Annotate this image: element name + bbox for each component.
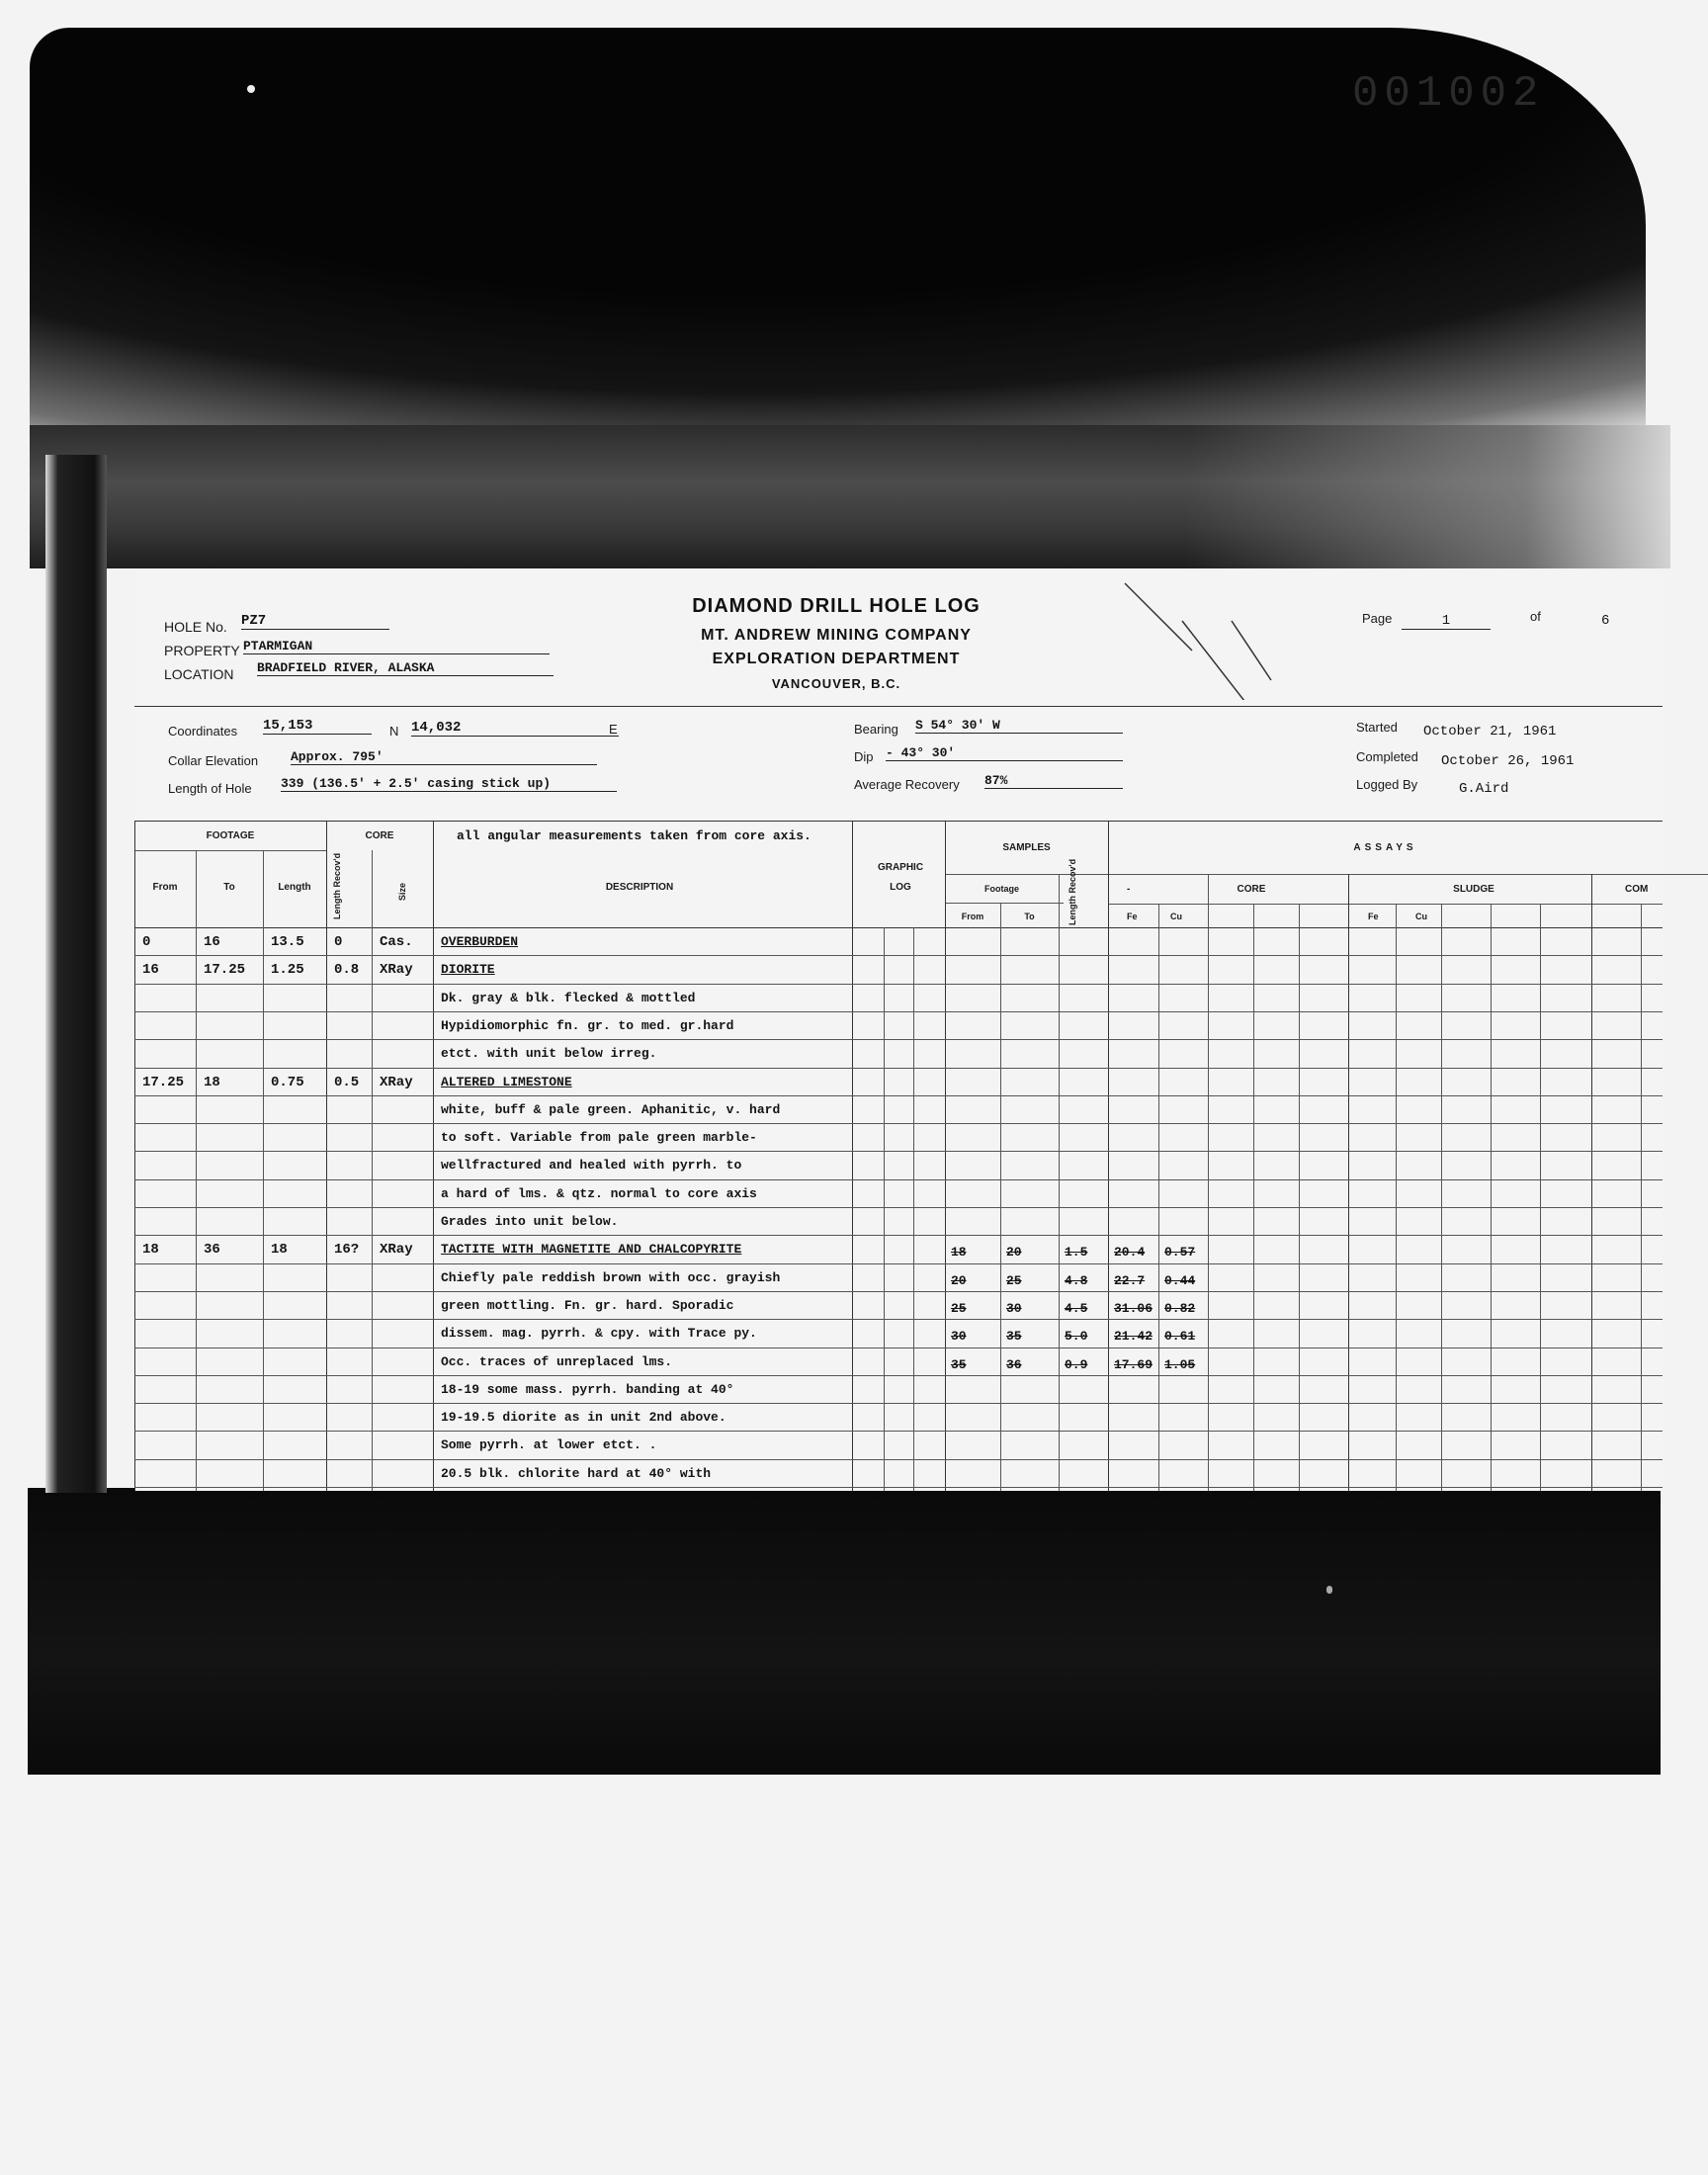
cell-desc: TACTITE WITH MAGNETITE AND CHALCOPYRITE	[441, 1242, 742, 1258]
cell-desc: Some pyrrh. at lower etct. .	[441, 1437, 657, 1453]
cell-desc: to soft. Variable from pale green marble-	[441, 1130, 757, 1146]
page-number: 1	[1402, 613, 1491, 630]
cell-desc: dissem. mag. pyrrh. & cpy. with Trace py.	[441, 1326, 757, 1342]
form-title: DIAMOND DRILL HOLE LOG	[692, 595, 981, 617]
sample-cell-len: 4.5	[1065, 1300, 1088, 1316]
sample-cell-fe: 21.42	[1114, 1329, 1153, 1345]
avg-recovery-label: Average Recovery	[854, 777, 960, 792]
dip-label: Dip	[854, 749, 874, 764]
scan-band-bottom	[28, 1488, 1661, 1775]
angular-note: all angular measurements taken from core axis.	[457, 828, 811, 843]
cell-desc: Occ. traces of unreplaced lms.	[441, 1353, 673, 1369]
cell-size: XRay	[380, 1242, 413, 1259]
table-row	[134, 1431, 1663, 1458]
started-label: Started	[1356, 720, 1398, 735]
coordinates-n-label: N	[389, 724, 399, 739]
department-name: EXPLORATION DEPARTMENT	[712, 651, 961, 667]
sample-cell-to: 30	[1006, 1300, 1022, 1316]
city-name: VANCOUVER, B.C.	[771, 676, 901, 691]
sample-row	[134, 1353, 1663, 1381]
logged-by-label: Logged By	[1356, 777, 1418, 792]
cell-desc: wellfractured and healed with pyrrh. to	[441, 1158, 742, 1174]
cell-from: 18	[142, 1242, 159, 1259]
sample-footage-header: Footage	[984, 884, 1019, 894]
property-label: PROPERTY	[164, 643, 240, 658]
cell-rec: 16?	[334, 1242, 360, 1259]
logged-by-value: G.Aird	[1459, 781, 1509, 797]
sample-cell-to: 35	[1006, 1329, 1022, 1345]
sample-to-header: To	[1024, 912, 1035, 921]
sample-cell-fe: 22.7	[1114, 1272, 1146, 1288]
log-form	[134, 571, 1663, 1491]
sample-cell-from: 30	[951, 1329, 967, 1345]
completed-value: October 26, 1961	[1441, 753, 1575, 769]
document-number: 001002	[1352, 69, 1545, 119]
sample-length-header: Length Recov'd	[1068, 858, 1077, 925]
sample-row	[134, 1297, 1663, 1325]
cell-rec: 0.8	[334, 962, 360, 979]
sample-cell-from: 35	[951, 1356, 967, 1372]
cell-desc: 19-19.5 diorite as in unit 2nd above.	[441, 1410, 726, 1426]
table-row	[134, 1011, 1663, 1039]
cell-length: 1.25	[271, 962, 304, 979]
assay-com-header: COM	[1625, 884, 1649, 895]
dip-value: - 43° 30'	[886, 745, 1123, 761]
sample-cell-cu: 1.05	[1164, 1356, 1196, 1372]
table-row	[134, 1123, 1663, 1151]
cell-desc: 18-19 some mass. pyrrh. banding at 40°	[441, 1381, 734, 1397]
hole-number: PZ7	[241, 613, 389, 630]
length-header: Length	[278, 882, 311, 893]
table-row	[134, 927, 1663, 955]
page-of-label: of	[1530, 609, 1541, 624]
cell-from: 16	[142, 962, 159, 979]
sample-cell-len: 0.9	[1065, 1356, 1088, 1372]
cell-to: 16	[204, 934, 220, 950]
coordinates-e-label: E	[609, 722, 618, 737]
footage-header: FOOTAGE	[206, 830, 255, 841]
cell-length: 0.75	[271, 1074, 304, 1090]
coordinates-label: Coordinates	[168, 724, 238, 739]
collar-label: Collar Elevation	[168, 753, 259, 768]
table-row	[134, 1179, 1663, 1207]
cell-length: 13.5	[271, 934, 304, 950]
assay-fe-header: Fe	[1127, 912, 1138, 921]
sample-cell-len: 1.5	[1065, 1245, 1088, 1261]
sample-cell-fe: 31.06	[1114, 1300, 1153, 1316]
avg-recovery-value: 87%	[984, 773, 1123, 789]
size-header: Size	[397, 883, 407, 902]
assays-header: ASSAYS	[1353, 842, 1417, 853]
sample-cell-cu: 0.44	[1164, 1272, 1196, 1288]
log-table	[134, 821, 1663, 1491]
cell-size: Cas.	[380, 934, 413, 950]
cell-desc: Grades into unit below.	[441, 1214, 619, 1229]
cell-to: 36	[204, 1242, 220, 1259]
company-name: MT. ANDREW MINING COMPANY	[701, 627, 972, 644]
sample-cell-fe: 17.69	[1114, 1356, 1153, 1372]
table-row	[134, 955, 1663, 983]
table-row	[134, 1095, 1663, 1123]
stray-mark-2	[1326, 1586, 1332, 1594]
cell-size: XRay	[380, 962, 413, 979]
sample-cell-to: 36	[1006, 1356, 1022, 1372]
hole-label: HOLE No.	[164, 619, 227, 635]
sample-cell-len: 4.8	[1065, 1272, 1088, 1288]
sample-cell-from: 25	[951, 1300, 967, 1316]
cell-to: 18	[204, 1074, 220, 1090]
sample-cell-cu: 0.82	[1164, 1300, 1196, 1316]
sample-cell-to: 20	[1006, 1245, 1022, 1261]
assay-core-header: CORE	[1237, 884, 1266, 895]
core-header: CORE	[365, 830, 394, 841]
assay-dash: -	[1127, 884, 1131, 895]
collar-value: Approx. 795'	[291, 749, 597, 765]
table-row	[134, 984, 1663, 1011]
cell-to: 17.25	[204, 962, 246, 979]
scan-left-edge	[45, 455, 107, 1493]
bearing-label: Bearing	[854, 722, 898, 737]
cell-desc: etct. with unit below irreg.	[441, 1046, 657, 1062]
sample-cell-from: 18	[951, 1245, 967, 1261]
scribble-mark	[1123, 581, 1291, 700]
sample-cell-len: 5.0	[1065, 1329, 1088, 1345]
assay-sludge-header: SLUDGE	[1453, 884, 1494, 895]
started-value: October 21, 1961	[1423, 724, 1557, 740]
bearing-value: S 54° 30' W	[915, 718, 1123, 734]
sample-cell-to: 25	[1006, 1272, 1022, 1288]
length-of-hole-label: Length of Hole	[168, 781, 252, 796]
cell-size: XRay	[380, 1074, 413, 1090]
property-value: PTARMIGAN	[243, 639, 550, 654]
location-value: BRADFIELD RIVER, ALASKA	[257, 660, 554, 676]
pen-stroke-icon	[1123, 581, 1291, 700]
sample-cell-cu: 0.61	[1164, 1329, 1196, 1345]
cell-length: 18	[271, 1242, 288, 1259]
cell-rec: 0	[334, 934, 343, 950]
description-header: DESCRIPTION	[605, 882, 674, 893]
log-header: LOG	[890, 882, 911, 893]
cell-from: 17.25	[142, 1074, 185, 1090]
cell-desc: Dk. gray & blk. flecked & mottled	[441, 990, 696, 1005]
completed-label: Completed	[1356, 749, 1418, 764]
cell-desc: Hypidiomorphic fn. gr. to med. gr.hard	[441, 1017, 734, 1033]
sample-row	[134, 1269, 1663, 1297]
cell-from: 0	[142, 934, 151, 950]
location-label: LOCATION	[164, 666, 234, 682]
sample-row	[134, 1241, 1663, 1268]
graphic-header: GRAPHIC	[877, 862, 924, 873]
table-row	[134, 1068, 1663, 1095]
cell-desc: white, buff & pale green. Aphanitic, v. hard	[441, 1101, 781, 1117]
to-header: To	[223, 882, 235, 893]
sample-row	[134, 1325, 1663, 1352]
table-row	[134, 1151, 1663, 1178]
sample-from-header: From	[961, 912, 984, 921]
page-total: 6	[1601, 613, 1610, 629]
from-header: From	[152, 882, 178, 893]
sample-cell-fe: 20.4	[1114, 1245, 1146, 1261]
sludge-fe-header: Fe	[1368, 912, 1379, 921]
cell-desc: OVERBURDEN	[441, 934, 519, 949]
cell-rec: 0.5	[334, 1074, 360, 1090]
cell-desc: a hard of lms. & qtz. normal to core axis	[441, 1185, 757, 1201]
sample-cell-cu: 0.57	[1164, 1245, 1196, 1261]
length-of-hole-value: 339 (136.5' + 2.5' casing stick up)	[281, 776, 617, 792]
table-row	[134, 1207, 1663, 1235]
length-recovered-header: Length Recov'd	[332, 852, 342, 919]
assay-cu-header: Cu	[1170, 912, 1182, 921]
stray-mark	[247, 85, 255, 93]
scan-band-middle-fade	[1186, 425, 1670, 568]
samples-header: SAMPLES	[1002, 842, 1051, 853]
page-label: Page	[1362, 611, 1393, 626]
coordinates-n-value: 15,153	[263, 718, 372, 735]
table-row	[134, 1459, 1663, 1487]
table-row	[134, 1403, 1663, 1431]
cell-desc: green mottling. Fn. gr. hard. Sporadic	[441, 1297, 734, 1313]
cell-desc: Chiefly pale reddish brown with occ. grayish	[441, 1269, 781, 1285]
sample-cell-from: 20	[951, 1272, 967, 1288]
table-row	[134, 1039, 1663, 1067]
coordinates-e-value: 14,032	[411, 720, 619, 737]
sludge-cu-header: Cu	[1415, 912, 1427, 921]
cell-desc: DIORITE	[441, 962, 495, 978]
cell-desc: ALTERED LIMESTONE	[441, 1074, 572, 1089]
cell-desc: 20.5 blk. chlorite hard at 40° with	[441, 1465, 712, 1481]
